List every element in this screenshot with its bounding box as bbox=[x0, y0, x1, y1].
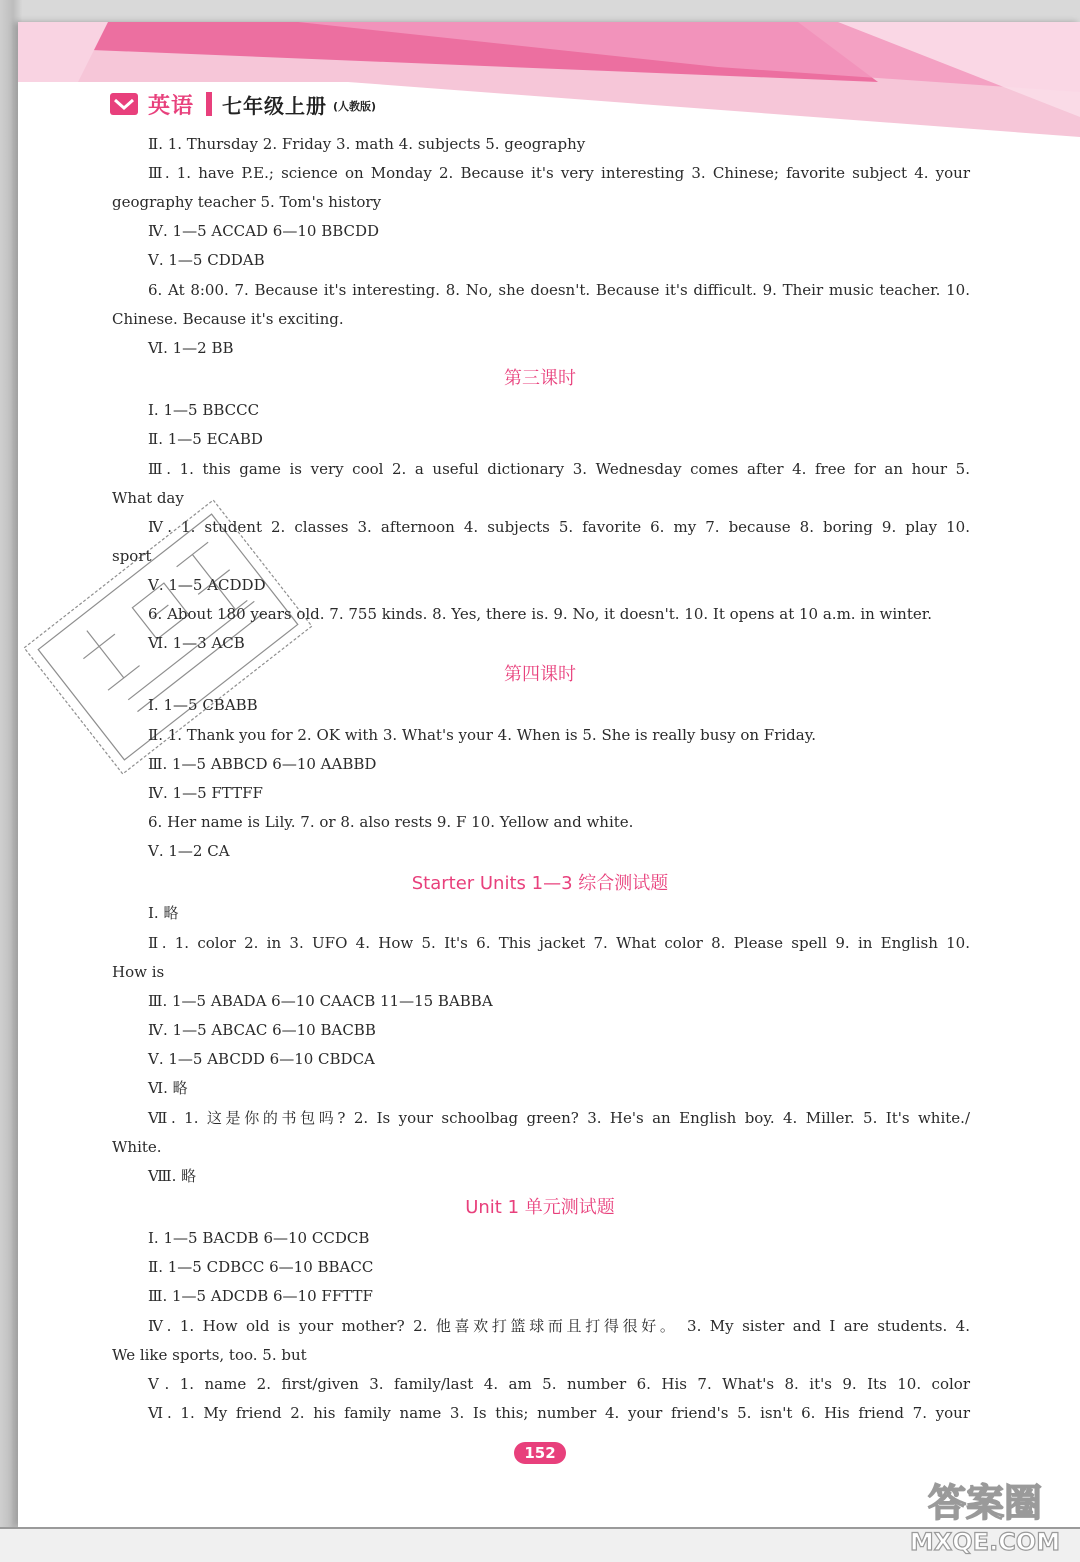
answer-line: Ⅲ. 1. this game is very cool 2. a useful dictionary 3. Wednesday comes after 4. free for an hour 5. bbox=[148, 460, 970, 478]
header-subject: 英语 bbox=[148, 93, 195, 119]
answer-line: Ⅵ. 1. My friend 2. his family name 3. Is this; number 4. your friend's 5. isn't 6. His friend 7. your bbox=[148, 1404, 970, 1422]
answer-line: Ⅲ. 1—5 ADCDB 6—10 FFTTF bbox=[148, 1287, 373, 1305]
page-bottom-edge bbox=[0, 1527, 1080, 1562]
answer-line: geography teacher 5. Tom's history bbox=[112, 193, 382, 211]
answer-line: 6. Her name is Lily. 7. or 8. also rests 9. F 10. Yellow and white. bbox=[148, 813, 634, 831]
answer-line: Ⅴ. 1—5 CDDAB bbox=[148, 251, 265, 269]
answer-line: Ⅱ. 1. color 2. in 3. UFO 4. How 5. It's 6. This jacket 7. What color 8. Please spell 9. in English 10. bbox=[148, 934, 970, 952]
answer-line: Ⅶ. 1. 这是你的书包吗? 2. Is your schoolbag green? 3. He's an English boy. 4. Miller. 5. It's white./ bbox=[148, 1109, 970, 1127]
answer-line: Ⅲ. 1. have P.E.; science on Monday 2. Because it's very interesting 3. Chinese; favorite subject 4. your bbox=[148, 164, 970, 182]
textbook-page bbox=[18, 22, 1080, 1527]
answer-line: Ⅵ. 1—2 BB bbox=[148, 339, 234, 357]
answer-line: Ⅱ. 1. Thank you for 2. OK with 3. What's your 4. When is 5. She is really busy on Friday. bbox=[148, 726, 816, 744]
answer-line: Ⅰ. 1—5 BACDB 6—10 CCDCB bbox=[148, 1229, 370, 1247]
answer-line: Ⅰ. 略 bbox=[148, 904, 179, 922]
answer-line: Ⅴ. 1—5 ABCDD 6—10 CBDCA bbox=[148, 1050, 375, 1068]
page-number: 152 bbox=[514, 1442, 566, 1464]
watermark-text: 答案圈 bbox=[927, 1481, 1043, 1525]
answer-line: Ⅳ. 1—5 FTTFF bbox=[148, 784, 263, 802]
answer-line: Chinese. Because it's exciting. bbox=[112, 310, 344, 328]
answer-line: What day bbox=[112, 489, 184, 507]
answer-line: Ⅲ. 1—5 ABADA 6—10 CAACB 11—15 BABBA bbox=[148, 992, 493, 1010]
answer-line: Ⅳ. 1. How old is your mother? 2. 他喜欢打篮球而且打得很好。 3. My sister and I are students. 4. bbox=[148, 1317, 970, 1335]
answer-line: Ⅰ. 1—5 BBCCC bbox=[148, 401, 260, 419]
section-heading: 第四课时 bbox=[504, 664, 576, 685]
answer-line: Ⅷ. 略 bbox=[148, 1167, 197, 1185]
answer-line: 6. At 8:00. 7. Because it's interesting. 8. No, she doesn't. Because it's difficult. 9. Their music teacher. 10. bbox=[148, 281, 970, 299]
answer-line: sport bbox=[112, 547, 152, 565]
logo-icon bbox=[110, 93, 138, 115]
section-heading: Unit 1 单元测试题 bbox=[465, 1197, 615, 1218]
header-grade: 七年级上册 bbox=[222, 93, 328, 118]
answer-line: Ⅱ. 1. Thursday 2. Friday 3. math 4. subjects 5. geography bbox=[148, 135, 586, 153]
answer-line: Ⅰ. 1—5 CBABB bbox=[148, 696, 258, 714]
answer-line: Ⅳ. 1—5 ABCAC 6—10 BACBB bbox=[148, 1021, 376, 1039]
page-header bbox=[110, 86, 376, 122]
answer-line: Ⅴ. 1—2 CA bbox=[148, 842, 230, 860]
answer-line: We like sports, too. 5. but bbox=[112, 1346, 307, 1364]
answer-line: Ⅱ. 1—5 CDBCC 6—10 BBACC bbox=[148, 1258, 374, 1276]
header-edition: (人教版) bbox=[333, 100, 377, 113]
section-heading: 第三课时 bbox=[504, 368, 576, 389]
answer-line: White. bbox=[112, 1138, 162, 1156]
answer-line: Ⅴ. 1. name 2. first/given 3. family/last 4. am 5. number 6. His 7. What's 8. it's 9. Its 10. color bbox=[148, 1375, 970, 1393]
answer-line: Ⅳ. 1. student 2. classes 3. afternoon 4. subjects 5. favorite 6. my 7. because 8. boring 9. play 10. bbox=[148, 518, 970, 536]
answer-line: Ⅳ. 1—5 ACCAD 6—10 BBCDD bbox=[148, 222, 380, 240]
section-heading: Starter Units 1—3 综合测试题 bbox=[411, 873, 669, 894]
answer-line: How is bbox=[112, 963, 165, 981]
answer-line: Ⅲ. 1—5 ABBCD 6—10 AABBD bbox=[148, 755, 377, 773]
answer-line: Ⅴ. 1—5 ACDDD bbox=[148, 576, 266, 594]
watermark-url: MXQE.COM bbox=[909, 1528, 1061, 1556]
header-divider bbox=[206, 92, 212, 116]
answer-line: Ⅱ. 1—5 ECABD bbox=[148, 430, 263, 448]
answer-line: Ⅵ. 略 bbox=[148, 1079, 188, 1097]
header-banner bbox=[18, 22, 1080, 147]
answer-line: Ⅵ. 1—3 ACB bbox=[148, 634, 245, 652]
answer-line: 6. About 180 years old. 7. 755 kinds. 8. Yes, there is. 9. No, it doesn't. 10. It opens at 10 a.m. in winter. bbox=[148, 605, 933, 623]
